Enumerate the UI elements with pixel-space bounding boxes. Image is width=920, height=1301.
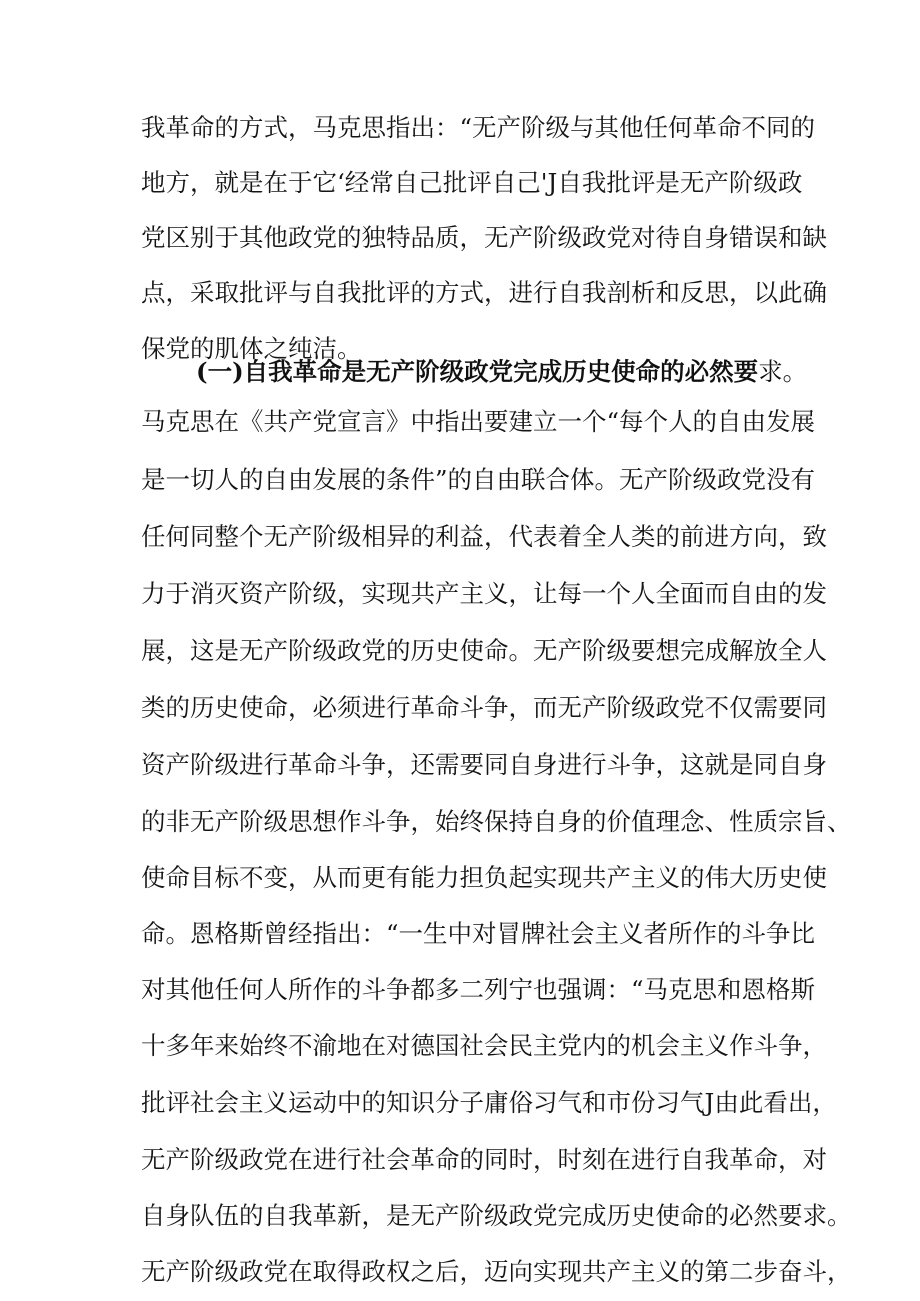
text-line: 马克思在《共产党宣言》中指出要建立一个“每个人的自由发展: [141, 407, 816, 436]
text-line: 批评社会主义运动中的知识分子庸俗习气和市份习气J由此看出，: [141, 1088, 837, 1117]
text-line: 任何同整个无产阶级相异的利益，代表着全人类的前进方向，致: [141, 522, 827, 551]
text-line: 地方，就是在于它‘经常自己批评自己'J自我批评是无产阶级政: [141, 168, 803, 197]
text-line: 自身队伍的自我革新，是无产阶级政党完成历史使命的必然要求。: [141, 1201, 852, 1230]
text-line: 的非无产阶级思想作斗争，始终保持自身的价值理念、性质宗旨、: [141, 807, 852, 836]
text-line: 保党的肌体之纯洁。: [141, 334, 362, 363]
text-line: 无产阶级政党在进行社会革命的同时，时刻在进行自我革命，对: [141, 1145, 827, 1174]
text-line: 无产阶级政党在取得政权之后，迈向实现共产主义的第二步奋斗，: [141, 1257, 852, 1286]
text-line: 我革命的方式，马克思指出：“无产阶级与其他任何革命不同的: [141, 113, 816, 142]
text-line: 使命目标不变，从而更有能力担负起实现共产主义的伟大历史使: [141, 863, 827, 892]
section-heading-tail: 求。: [758, 357, 808, 386]
text-line: 类的历史使命，必须进行革命斗争，而无产阶级政党不仅需要同: [141, 693, 827, 722]
section-heading: [196, 350, 808, 394]
text-line: 是一切人的自由发展的条件”的自由联合体。无产阶级政党没有: [141, 465, 816, 494]
text-line: 对其他任何人所作的斗争都多二列宁也强调：“马克思和恩格斯: [141, 975, 816, 1004]
text-line: 点，采取批评与自我批评的方式，进行自我剖析和反思，以此确: [141, 278, 827, 307]
text-line: 党区别于其他政党的独特品质，无产阶级政党对待自身错误和缺: [141, 223, 827, 252]
text-line: 命。恩格斯曾经指出：“一生中对冒牌社会主义者所作的斗争比: [141, 919, 816, 948]
text-line: 展，这是无产阶级政党的历史使命。无产阶级要想完成解放全人: [141, 636, 827, 665]
text-line: 资产阶级进行革命斗争，还需要同自身进行斗争，这就是同自身: [141, 750, 827, 779]
text-line: 力于消灭资产阶级，实现共产主义，让每一个人全面而自由的发: [141, 579, 827, 608]
text-line: 十多年来始终不渝地在对德国社会民主党内的机会主义作斗争，: [141, 1031, 827, 1060]
section-heading-bold: (一)自我革命是无产阶级政党完成历史使命的必然要: [196, 357, 759, 386]
